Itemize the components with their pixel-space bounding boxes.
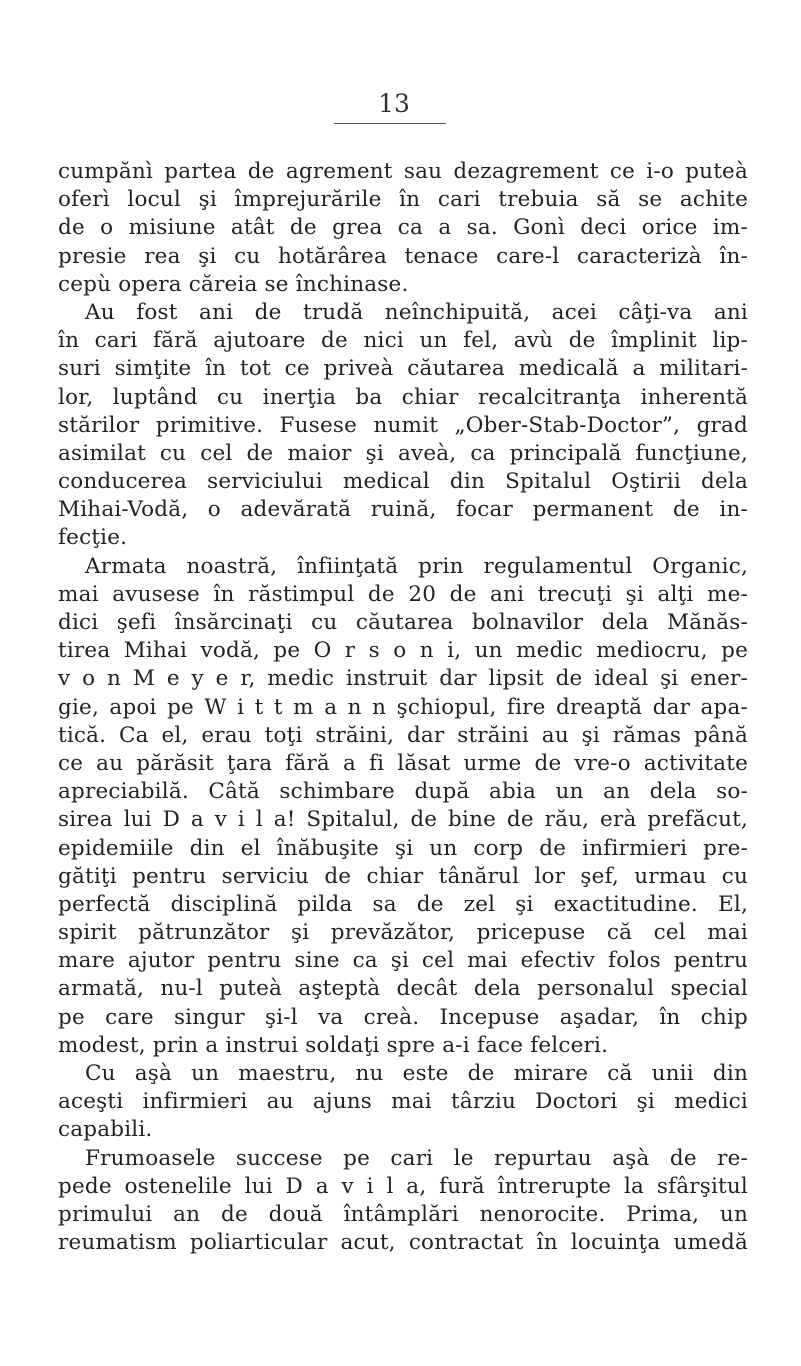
text-line: Cu aşà un maestru, nu este de mirare că unii din: [85, 1061, 748, 1086]
text-line: pede ostenelile lui D a v i l a, fură întrerupte la sfârşitul: [58, 1173, 748, 1199]
text-line: pe care singur şi-l va creà. Incepuse aşadar, în chip: [58, 1004, 748, 1030]
text-line: presie rea şi cu hotărârea tenace care-l caracterizà în-: [58, 243, 748, 269]
page-number-rule: [334, 123, 446, 124]
text-line: Mihai-Vodă, o adevărată ruină, focar permanent de in-: [58, 497, 748, 523]
text-line: fecţie.: [58, 525, 128, 551]
text-line: ce au părăsit ţara fără a fi lăsat urme de vre-o activitate: [58, 750, 748, 776]
text-line: modest, prin a instrui soldaţi spre a-i face felceri.: [58, 1032, 609, 1058]
text-line: lor, luptând cu inerţia ba chiar recalcitranţa inherentă: [58, 384, 748, 410]
text-line: Frumoasele succese pe cari le repurtau aşà de re-: [85, 1145, 748, 1171]
text-line: v o n M e y e r, medic instruit dar lipsit de ideal şi ener-: [58, 666, 748, 692]
text-line: de o misiune atât de grea ca a sa. Gonì deci orice im-: [58, 215, 748, 241]
text-line: conducerea serviciului medical din Spitalul Oştirii dela: [58, 469, 748, 495]
text-line: gie, apoi pe W i t t m a n n şchiopul, fire dreaptă dar apa-: [58, 694, 748, 720]
text-line: asimilat cu cel de maior şi aveà, ca principală funcţiune,: [58, 440, 748, 466]
text-line: aceşti infirmieri au ajuns mai târziu Doctori şi medici: [58, 1089, 748, 1115]
text-line: apreciabilă. Câtă schimbare după abia un an dela so-: [58, 779, 748, 805]
text-line: armată, nu-l puteà aşteptà decât dela personalul special: [58, 976, 748, 1002]
text-line: tică. Ca el, erau toţi străini, dar străini au şi rămas până: [58, 722, 748, 748]
text-line: mare ajutor pentru sine ca şi cel mai efectiv folos pentru: [58, 948, 748, 974]
text-line: oferì locul şi împrejurările în cari trebuia să se achite: [58, 187, 748, 213]
body-text: [58, 158, 748, 1257]
text-line: Armata noastră, înfiinţată prin regulamentul Organic,: [85, 553, 748, 579]
text-line: dici şefi însărcinaţi cu căutarea bolnavilor dela Mănăs-: [58, 610, 748, 635]
text-line: Au fost ani de trudă neînchipuită, acei câţi-va ani: [85, 299, 748, 325]
text-line: suri simţite în tot ce priveà căutarea medicală a militari-: [58, 356, 748, 382]
text-line: perfectă disciplină pilda sa de zel şi exactitudine. El,: [58, 891, 748, 917]
text-line: epidemiile din el înăbuşite şi un corp de infirmieri pre-: [58, 835, 748, 861]
text-line: în cari fără ajutoare de nici un fel, avù de împlinit lip-: [58, 328, 748, 354]
text-line: sirea lui D a v i l a! Spitalul, de bine de rău, erà prefăcut,: [58, 807, 748, 833]
text-line: mai avusese în răstimpul de 20 de ani trecuţi şi alţi me-: [58, 581, 748, 607]
text-line: primului an de două întâmplări nenorocite. Prima, un: [58, 1201, 748, 1227]
page-number: 13: [378, 89, 410, 118]
text-line: reumatism poliarticular acut, contractat în locuinţa umedă: [58, 1230, 748, 1256]
text-line: tirea Mihai vodă, pe O r s o n i, un medic mediocru, pe: [58, 638, 748, 664]
text-line: stărilor primitive. Fusese numit „Ober-Stab-Doctor”, grad: [58, 412, 748, 438]
text-line: spirit pătrunzător şi prevăzător, pricepuse că cel mai: [58, 920, 748, 946]
text-line: cumpănì partea de agrement sau dezagrement ce i-o puteà: [58, 159, 748, 184]
text-line: cepù opera căreia se închinase.: [58, 271, 409, 297]
text-line: capabili.: [58, 1117, 153, 1143]
text-line: gătiţi pentru serviciu de chiar tânărul lor şef, urmau cu: [58, 863, 748, 889]
